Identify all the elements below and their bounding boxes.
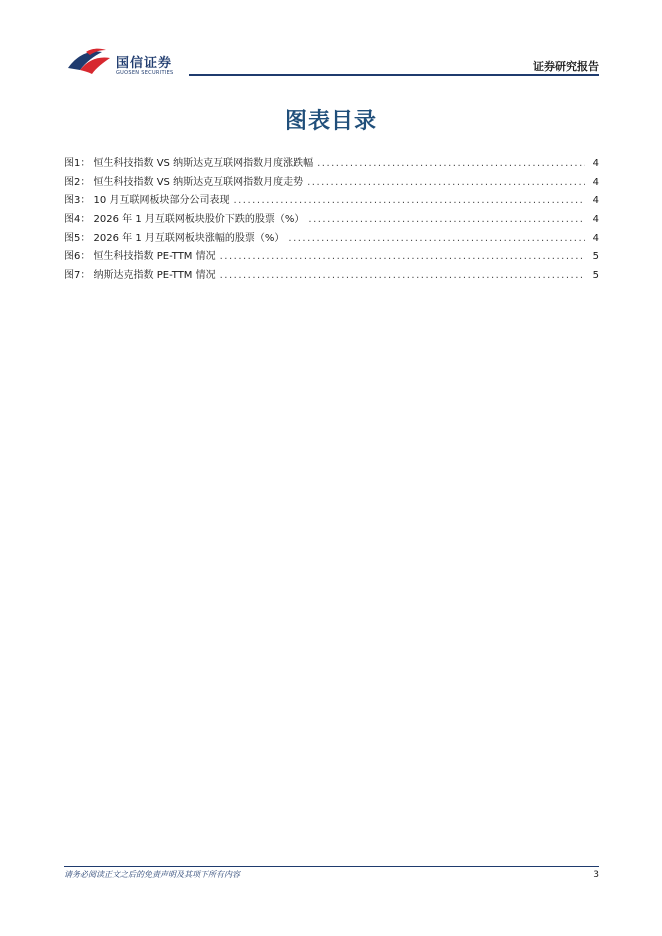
- toc-dot-leader: [220, 267, 585, 286]
- toc-entry[interactable]: [64, 155, 599, 174]
- figure-toc-list: [64, 155, 599, 286]
- logo-english-name: GUOSEN SECURITIES: [116, 70, 174, 76]
- toc-dot-leader: [317, 155, 585, 174]
- toc-entry[interactable]: [64, 267, 599, 286]
- footer-divider: [64, 866, 599, 867]
- toc-entry[interactable]: [64, 230, 599, 249]
- toc-entry[interactable]: [64, 174, 599, 193]
- toc-entry-page: 5: [592, 270, 599, 282]
- toc-entry-page: 4: [592, 158, 599, 169]
- toc-entry-page: 4: [592, 195, 599, 207]
- page-title: 图表目录: [284, 109, 377, 134]
- toc-entry-label: 图4： 2026 年 1 月互联网板块股价下跌的股票（%）: [64, 214, 305, 226]
- toc-entry-page: 5: [592, 251, 599, 263]
- header-divider: [189, 74, 599, 76]
- guosen-logo: [64, 46, 194, 76]
- page-number: 3: [593, 870, 599, 880]
- guosen-logo-icon: [64, 46, 114, 76]
- toc-dot-leader: [308, 211, 585, 230]
- toc-entry-label: 图3： 10 月互联网板块部分公司表现: [64, 195, 230, 207]
- logo-chinese-name: 国信证券: [116, 56, 173, 71]
- toc-dot-leader: [307, 174, 585, 193]
- toc-entry-page: 4: [592, 232, 599, 244]
- toc-entry[interactable]: [64, 211, 599, 230]
- toc-entry-label: 图7： 纳斯达克指数 PE-TTM 情况: [64, 270, 216, 282]
- toc-entry[interactable]: [64, 192, 599, 211]
- toc-entry[interactable]: [64, 248, 599, 267]
- toc-dot-leader: [288, 230, 585, 249]
- report-type-label: 证券研究报告: [533, 60, 599, 73]
- toc-entry-page: 4: [592, 214, 599, 226]
- toc-dot-leader: [233, 192, 585, 211]
- toc-entry-label: 图2： 恒生科技指数 VS 纳斯达克互联网指数月度走势: [64, 176, 304, 188]
- toc-entry-page: 4: [592, 176, 599, 188]
- toc-entry-label: 图6： 恒生科技指数 PE-TTM 情况: [64, 251, 216, 263]
- toc-entry-label: 图5： 2026 年 1 月互联网板块涨幅的股票（%）: [64, 232, 285, 244]
- toc-entry-label: 图1： 恒生科技指数 VS 纳斯达克互联网指数月度涨跌幅: [64, 158, 314, 169]
- footer-disclaimer: 请务必阅读正文之后的免责声明及其项下所有内容: [64, 870, 240, 879]
- toc-dot-leader: [220, 248, 585, 267]
- page-header: [64, 42, 599, 76]
